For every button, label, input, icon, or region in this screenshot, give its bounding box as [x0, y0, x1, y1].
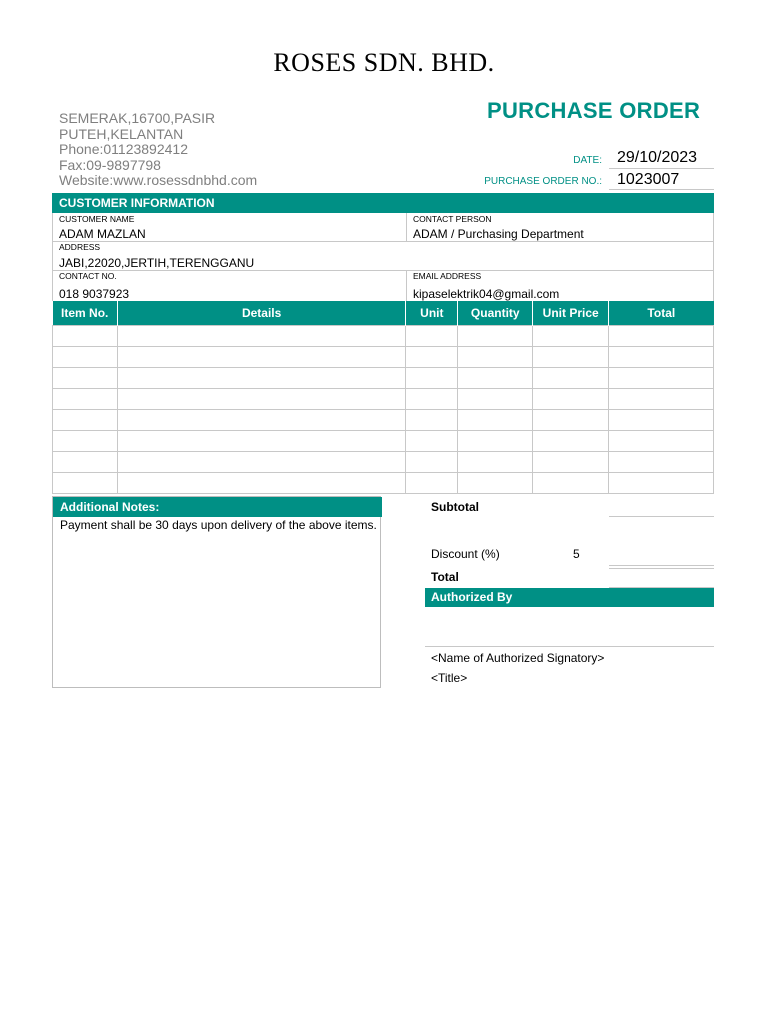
email-label: EMAIL ADDRESS — [413, 271, 482, 281]
cell-unit-price — [533, 389, 609, 410]
address-value: JABI,22020,JERTIH,TERENGGANU — [59, 256, 255, 270]
table-row — [53, 347, 714, 368]
company-name: ROSES SDN. BHD. — [273, 48, 495, 77]
discount-underline — [609, 565, 714, 566]
items-table — [52, 301, 714, 494]
email-value: kipaselektrik04@gmail.com — [413, 287, 560, 301]
cell-unit — [406, 452, 458, 473]
cell-item-no — [53, 431, 118, 452]
items-table-header — [53, 301, 714, 326]
cell-total — [609, 431, 714, 452]
cell-details — [117, 326, 405, 347]
table-row — [53, 452, 714, 473]
date-value: 29/10/2023 — [617, 149, 698, 166]
cell-quantity — [458, 431, 533, 452]
notes-header: Additional Notes: — [53, 497, 382, 517]
cell-item-no — [53, 473, 118, 494]
cell-quantity — [458, 326, 533, 347]
cell-quantity — [458, 410, 533, 431]
cell-total — [609, 368, 714, 389]
column-header-unit: Unit — [406, 301, 458, 326]
table-row — [53, 368, 714, 389]
subtotal-label: Subtotal — [431, 500, 479, 514]
cell-unit-price — [533, 368, 609, 389]
customer-name-value: ADAM MAZLAN — [59, 227, 146, 241]
cell-details — [117, 368, 405, 389]
company-website: Website:www.rosessdnbhd.com — [59, 172, 258, 188]
column-header-unit-price: Unit Price — [533, 301, 609, 326]
cell-unit-price — [533, 326, 609, 347]
po-number-underline — [609, 189, 714, 190]
cell-total — [609, 389, 714, 410]
cell-unit — [406, 410, 458, 431]
authorized-by-header: Authorized By — [425, 588, 714, 607]
discount-value: 5 — [573, 547, 580, 561]
table-row — [53, 389, 714, 410]
customer-col-divider-1 — [406, 213, 407, 241]
notes-text: Payment shall be 30 days upon delivery of the above items. — [60, 518, 377, 532]
customer-info-header: CUSTOMER INFORMATION — [52, 193, 714, 213]
cell-unit — [406, 431, 458, 452]
column-header-item-no: Item No. — [53, 301, 118, 326]
cell-details — [117, 452, 405, 473]
cell-unit-price — [533, 431, 609, 452]
cell-unit — [406, 473, 458, 494]
cell-total — [609, 452, 714, 473]
cell-item-no — [53, 452, 118, 473]
cell-total — [609, 347, 714, 368]
address-label: ADDRESS — [59, 242, 101, 252]
customer-name-label: CUSTOMER NAME — [59, 214, 135, 224]
customer-row-divider-2 — [52, 270, 714, 271]
cell-quantity — [458, 368, 533, 389]
signature-line — [425, 646, 714, 647]
table-row — [53, 473, 714, 494]
date-label: DATE: — [573, 155, 602, 166]
po-number-value: 1023007 — [617, 171, 680, 188]
cell-item-no — [53, 389, 118, 410]
cell-quantity — [458, 452, 533, 473]
company-address-block — [59, 111, 279, 189]
cell-total — [609, 473, 714, 494]
cell-unit-price — [533, 452, 609, 473]
table-row — [53, 410, 714, 431]
cell-unit-price — [533, 473, 609, 494]
company-phone: Phone:01123892412 — [59, 141, 188, 157]
cell-quantity — [458, 473, 533, 494]
table-row — [53, 326, 714, 347]
cell-unit — [406, 347, 458, 368]
total-top-line — [609, 568, 714, 569]
cell-item-no — [53, 410, 118, 431]
column-header-quantity: Quantity — [458, 301, 533, 326]
signatory-name: <Name of Authorized Signatory> — [431, 651, 605, 665]
cell-item-no — [53, 326, 118, 347]
cell-total — [609, 326, 714, 347]
cell-unit — [406, 389, 458, 410]
customer-col-divider-2 — [406, 270, 407, 301]
total-label: Total — [431, 570, 459, 584]
company-address-line-1: SEMERAK,16700,PASIR — [59, 110, 216, 126]
items-table-body — [53, 326, 714, 494]
cell-unit — [406, 326, 458, 347]
cell-details — [117, 389, 405, 410]
date-underline — [609, 168, 714, 169]
contact-person-value: ADAM / Purchasing Department — [413, 227, 584, 241]
cell-item-no — [53, 347, 118, 368]
cell-total — [609, 410, 714, 431]
document-title: PURCHASE ORDER — [487, 98, 701, 123]
table-row — [53, 431, 714, 452]
cell-unit — [406, 368, 458, 389]
cell-quantity — [458, 389, 533, 410]
column-header-details: Details — [117, 301, 405, 326]
cell-unit-price — [533, 410, 609, 431]
company-fax: Fax:09-9897798 — [59, 156, 161, 173]
cell-item-no — [53, 368, 118, 389]
discount-label: Discount (%) — [431, 547, 500, 561]
notes-box — [52, 496, 381, 688]
signatory-title: <Title> — [431, 671, 468, 685]
cell-details — [117, 347, 405, 368]
subtotal-underline — [609, 516, 714, 517]
cell-details — [117, 473, 405, 494]
cell-details — [117, 410, 405, 431]
contact-no-value: 018 9037923 — [59, 287, 130, 301]
cell-unit-price — [533, 347, 609, 368]
contact-person-label: CONTACT PERSON — [413, 214, 492, 224]
cell-details — [117, 431, 405, 452]
company-address-line-2: PUTEH,KELANTAN — [59, 125, 184, 142]
cell-quantity — [458, 347, 533, 368]
customer-row-divider-1 — [52, 241, 714, 242]
contact-no-label: CONTACT NO. — [59, 271, 117, 281]
po-number-label: PURCHASE ORDER NO.: — [484, 176, 602, 187]
column-header-total: Total — [609, 301, 714, 326]
